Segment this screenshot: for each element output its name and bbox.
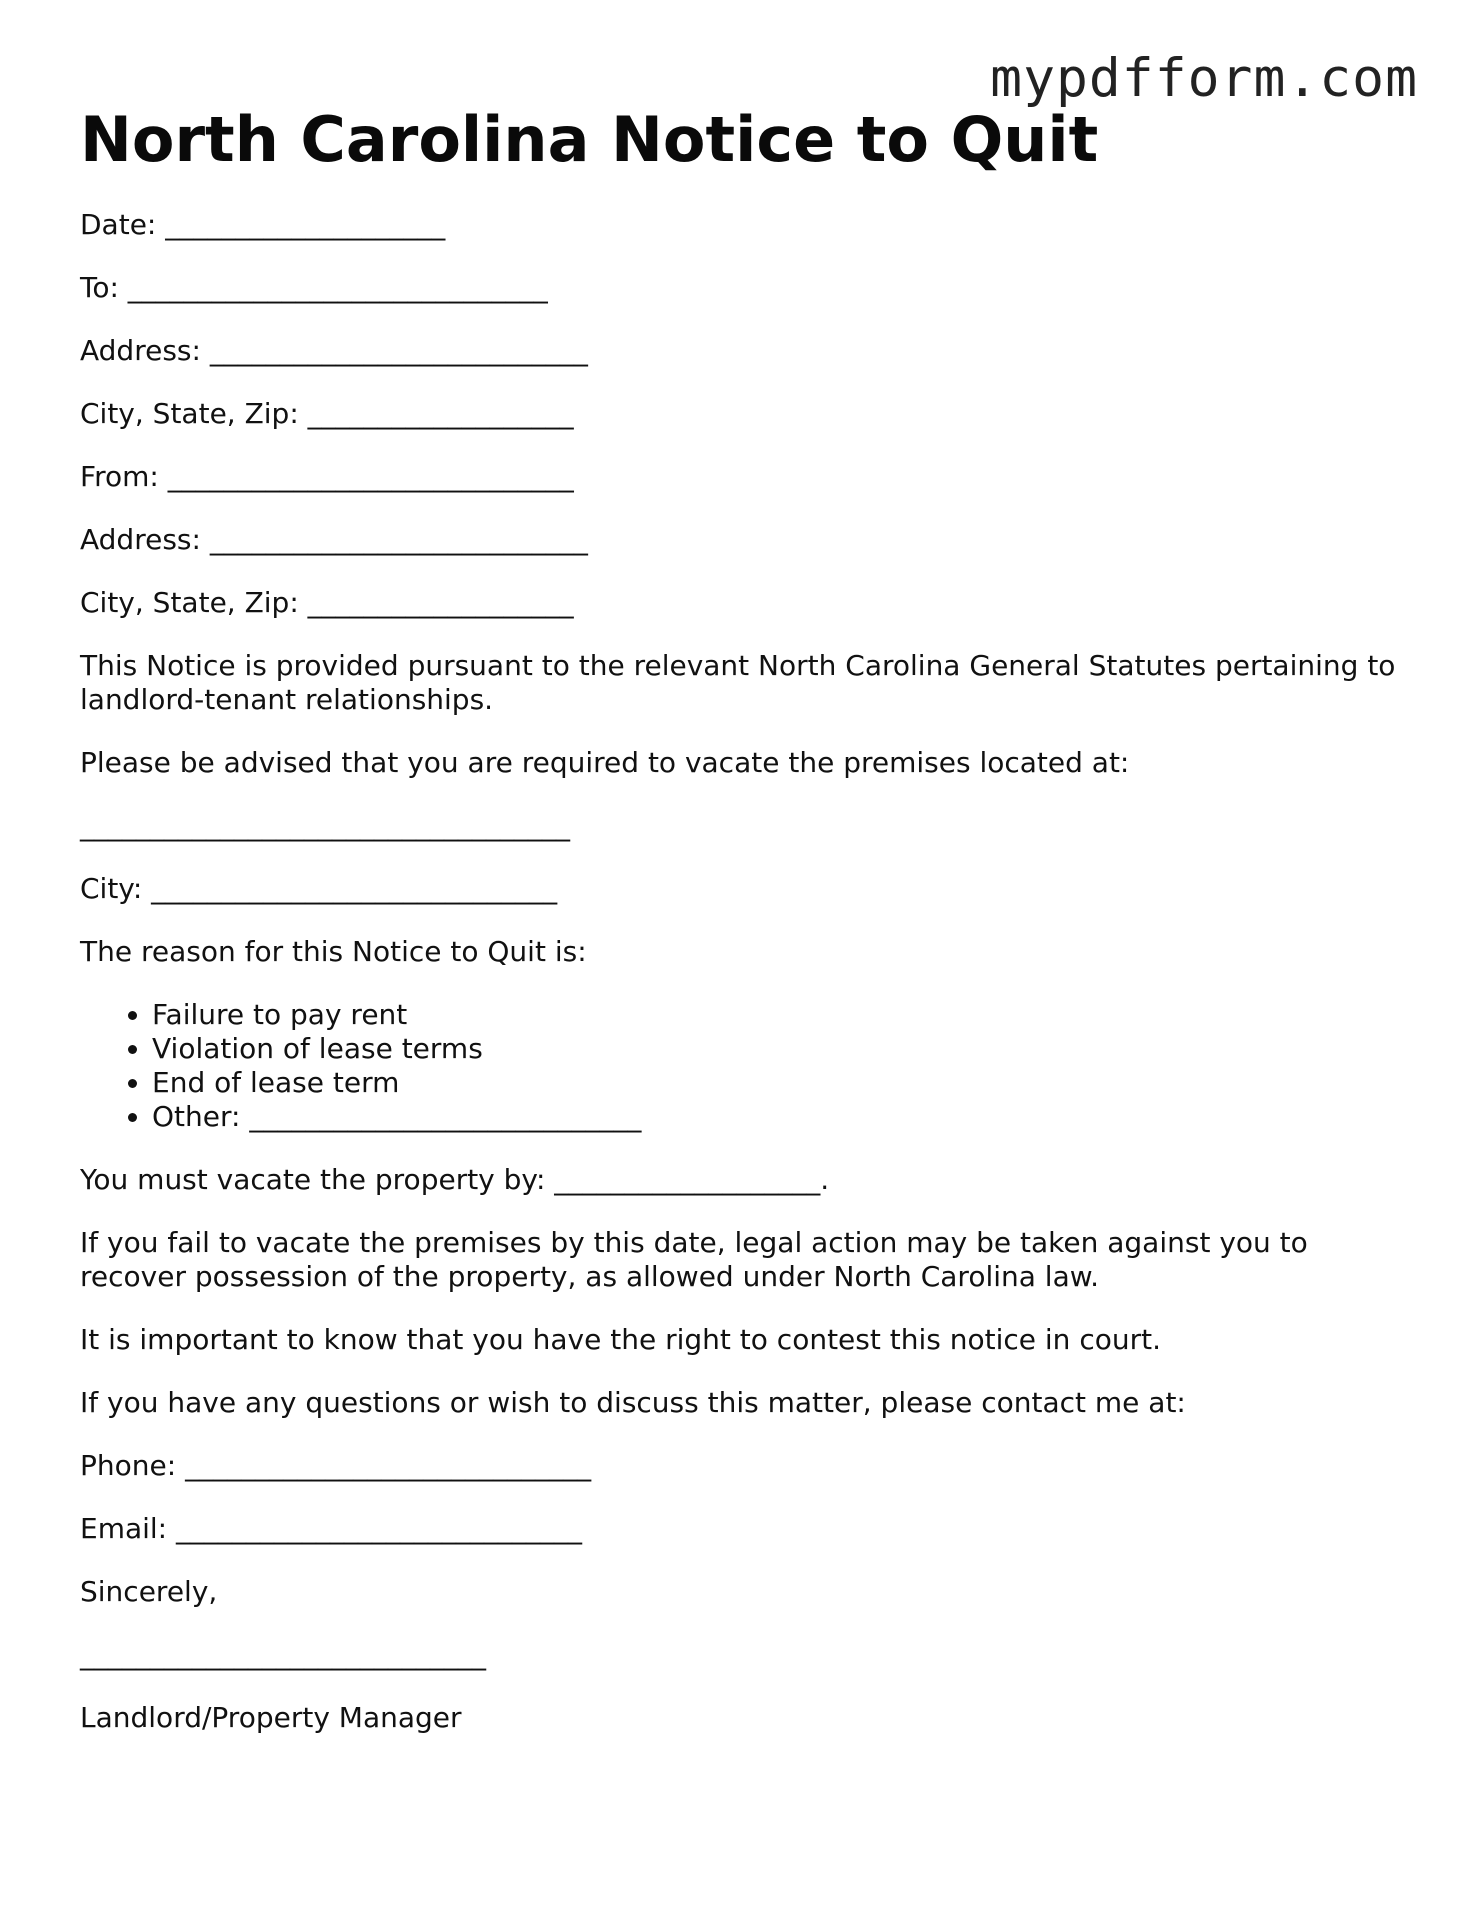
- document-title: North Carolina Notice to Quit: [80, 103, 1099, 176]
- phone-field[interactable]: Phone: _____________________________: [80, 1449, 592, 1482]
- to-field[interactable]: To: ______________________________: [80, 271, 548, 304]
- premises-city-field[interactable]: City: _____________________________: [80, 872, 558, 905]
- premises-address-field[interactable]: ___________________________________: [80, 809, 570, 842]
- vacate-intro: Please be advised that you are required to vacate the premises located at:: [80, 746, 1130, 779]
- signer-title: Landlord/Property Manager: [80, 1701, 462, 1734]
- watermark-text: mypdfform.com: [990, 48, 1418, 109]
- statute-paragraph: This Notice is provided pursuant to the relevant North Carolina General Statutes pertaining to landlord-tenant relationships.: [80, 649, 1396, 716]
- vacate-by-field[interactable]: You must vacate the property by: ___________________.: [80, 1163, 830, 1196]
- reason-intro: The reason for this Notice to Quit is:: [80, 935, 587, 968]
- from-address-field[interactable]: Address: ___________________________: [80, 523, 588, 556]
- from-field[interactable]: From: _____________________________: [80, 460, 574, 493]
- notice-document: [80, 104, 1410, 1764]
- contact-intro: If you have any questions or wish to discuss this matter, please contact me at:: [80, 1386, 1186, 1419]
- email-field[interactable]: Email: _____________________________: [80, 1512, 583, 1545]
- date-field[interactable]: Date: ____________________: [80, 208, 446, 241]
- signature-field[interactable]: _____________________________: [80, 1638, 486, 1671]
- reason-item-other[interactable]: • Other: ____________________________: [152, 1100, 1410, 1134]
- reason-item: • Failure to pay rent: [152, 998, 1410, 1032]
- to-address-field[interactable]: Address: ___________________________: [80, 334, 588, 367]
- reason-item: • End of lease term: [152, 1066, 1410, 1100]
- closing-text: Sincerely,: [80, 1575, 218, 1608]
- contest-right-paragraph: It is important to know that you have the right to contest this notice in court.: [80, 1323, 1161, 1356]
- from-city-state-zip-field[interactable]: City, State, Zip: ___________________: [80, 586, 574, 619]
- reason-item: • Violation of lease terms: [152, 1032, 1410, 1066]
- legal-action-paragraph: If you fail to vacate the premises by this date, legal action may be taken against you to recover possession of the property, as allowed under North Carolina law.: [80, 1226, 1308, 1293]
- to-city-state-zip-field[interactable]: City, State, Zip: ___________________: [80, 397, 574, 430]
- reason-list: [80, 998, 1410, 1134]
